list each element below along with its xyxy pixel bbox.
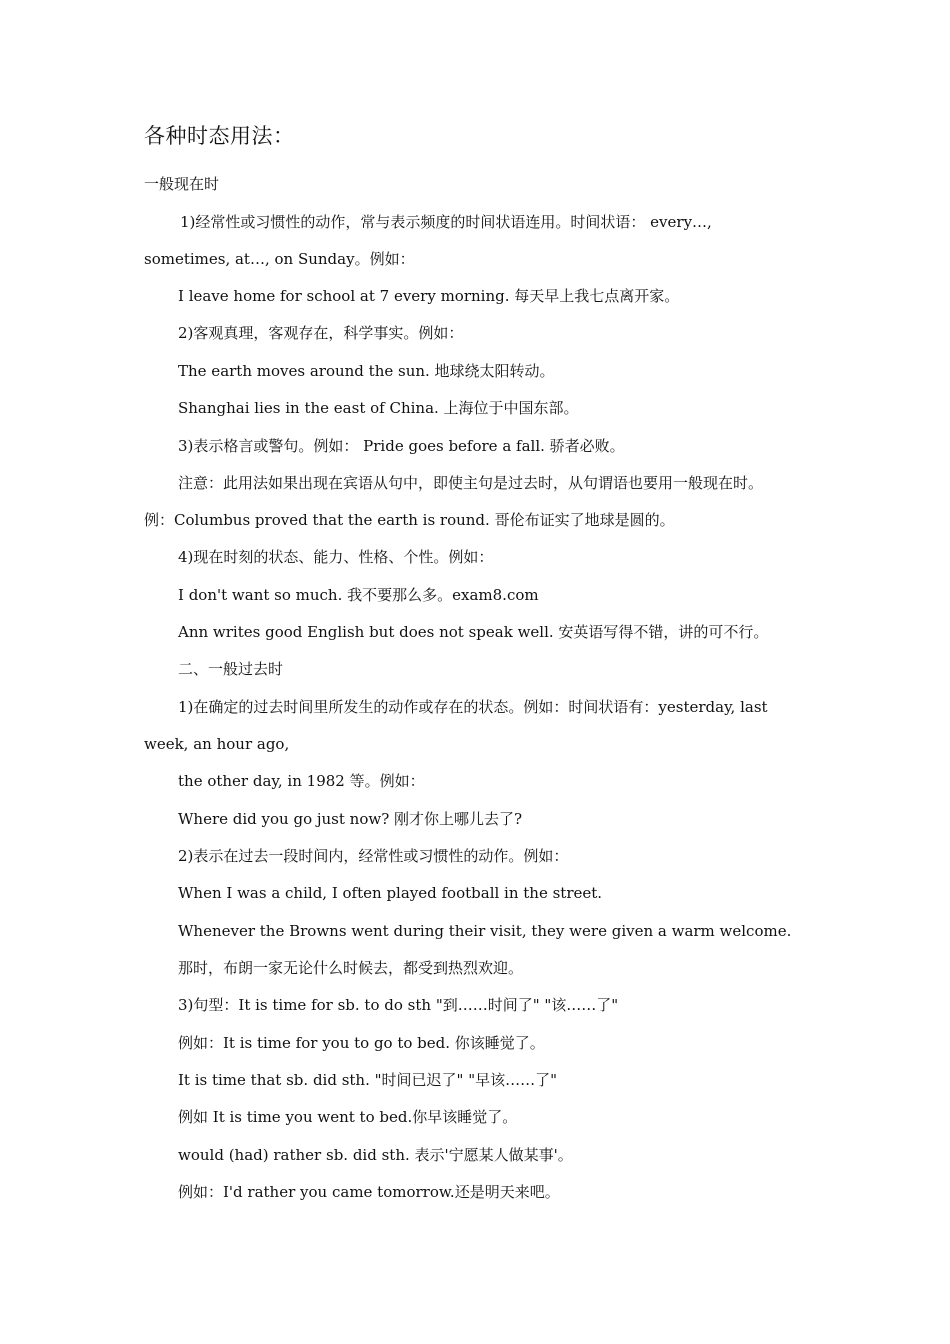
pattern-line: would (had) rather sb. did sth. 表示'宁愿某人做某事'。 (178, 1146, 573, 1164)
paragraph-line: 3)表示格言或警句。例如： Pride goes before a fall. 骄者必败。 (178, 437, 625, 455)
paragraph-line: 1)在确定的过去时间里所发生的动作或存在的状态。例如：时间状语有：yesterday, last (178, 698, 768, 716)
example-line: 例：Columbus proved that the earth is round. 哥伦布证实了地球是圆的。 (144, 511, 675, 529)
pattern-line: It is time that sb. did sth. "时间已迟了" "早该……了" (178, 1071, 557, 1089)
example-line: The earth moves around the sun. 地球绕太阳转动。 (178, 362, 555, 380)
section-heading-present-simple: 一般现在时 (144, 175, 220, 193)
paragraph-line: week, an hour ago, (144, 735, 290, 753)
example-line: Shanghai lies in the east of China. 上海位于中国东部。 (178, 399, 579, 417)
paragraph-line: 1)经常性或习惯性的动作，常与表示频度的时间状语连用。时间状语： every…, (180, 213, 712, 231)
example-line: 例如：I'd rather you came tomorrow.还是明天来吧。 (178, 1183, 560, 1201)
paragraph-line: 4)现在时刻的状态、能力、性格、个性。例如： (178, 548, 494, 566)
document-title: 各种时态用法： (144, 124, 295, 148)
paragraph-line: 2)表示在过去一段时间内，经常性或习惯性的动作。例如： (178, 847, 569, 865)
example-line: Whenever the Browns went during their visit, they were given a warm welcome. (178, 922, 792, 940)
example-line: 例如 It is time you went to bed.你早该睡觉了。 (178, 1108, 518, 1126)
example-line: When I was a child, I often played football in the street. (178, 884, 603, 902)
example-line: I leave home for school at 7 every morning. 每天早上我七点离开家。 (178, 287, 680, 305)
paragraph-line: 2)客观真理，客观存在，科学事实。例如： (178, 324, 464, 342)
note-line: 注意：此用法如果出现在宾语从句中，即使主句是过去时，从句谓语也要用一般现在时。 (178, 474, 764, 492)
example-line: Where did you go just now? 刚才你上哪儿去了? (178, 810, 523, 828)
example-line: 例如：It is time for you to go to bed. 你该睡觉了。 (178, 1034, 545, 1052)
example-line: Ann writes good English but does not speak well. 安英语写得不错，讲的可不行。 (178, 623, 769, 641)
example-line: 那时，布朗一家无论什么时候去，都受到热烈欢迎。 (178, 959, 524, 977)
paragraph-line: the other day, in 1982 等。例如： (178, 772, 425, 790)
section-heading-past-simple: 二、一般过去时 (178, 660, 284, 678)
pattern-line: 3)句型：It is time for sb. to do sth "到……时间了" "该……了" (178, 996, 619, 1014)
paragraph-line: sometimes, at…, on Sunday。例如： (144, 250, 415, 268)
example-line: I don't want so much. 我不要那么多。exam8.com (178, 586, 539, 604)
